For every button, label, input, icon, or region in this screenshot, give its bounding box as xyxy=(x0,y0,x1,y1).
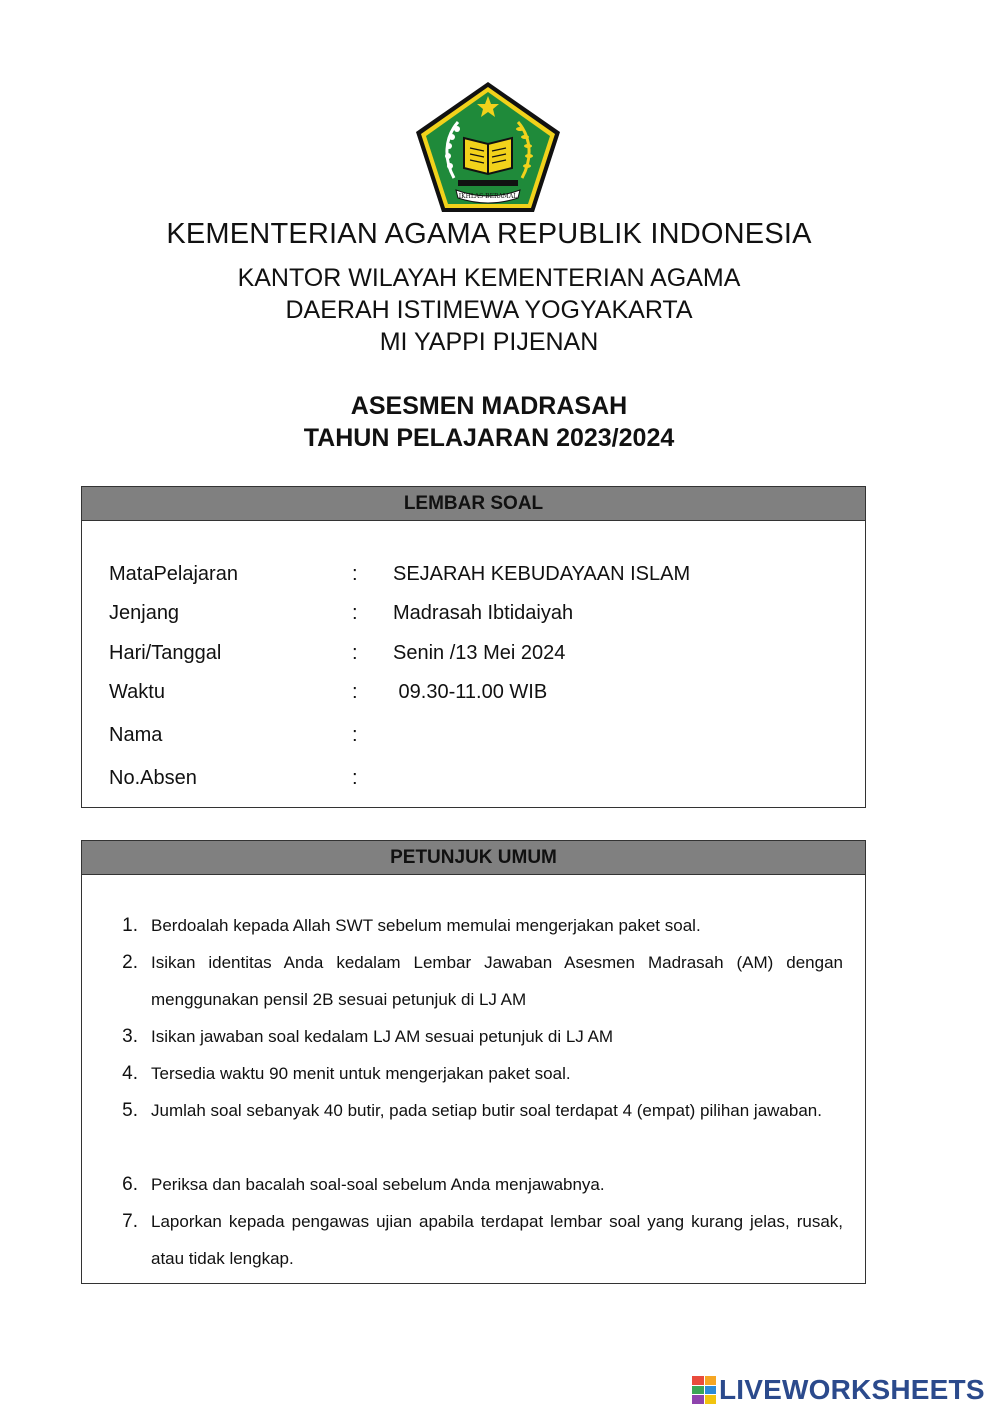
field-value: SEJARAH KEBUDAYAAN ISLAM xyxy=(393,563,691,585)
item-number: 7. xyxy=(122,1211,138,1232)
lembar-soal-box xyxy=(81,486,866,808)
item-text: Berdoalah kepada Allah SWT sebelum memulai mengerjakan paket soal. xyxy=(151,916,701,935)
petunjuk-umum-box xyxy=(81,840,866,1284)
field-label: Nama xyxy=(109,724,163,746)
field-colon: : xyxy=(352,563,358,585)
item-text: Tersedia waktu 90 menit untuk mengerjakan paket soal. xyxy=(151,1064,571,1083)
field-colon: : xyxy=(352,602,358,624)
academic-year: TAHUN PELAJARAN 2023/2024 xyxy=(303,424,675,452)
region-line: DAERAH ISTIMEWA YOGYAKARTA xyxy=(285,296,693,324)
liveworksheets-logo-icon xyxy=(692,1376,716,1404)
field-colon: : xyxy=(352,724,358,746)
lembar-soal-title: LEMBAR SOAL xyxy=(82,487,865,521)
field-label: MataPelajaran xyxy=(109,563,238,585)
item-text: Laporkan kepada pengawas ujian apabila terdapat lembar soal yang kurang jelas, rusak, atau tidak lengkap. xyxy=(151,1212,843,1268)
exam-title: ASESMEN MADRASAH xyxy=(350,392,628,420)
field-colon: : xyxy=(352,642,358,664)
liveworksheets-text: LIVEWORKSHEETS xyxy=(719,1374,985,1405)
kemenag-logo xyxy=(414,80,562,214)
field-value: 09.30-11.00 WIB xyxy=(393,681,548,703)
logo-motto: IKHLAS BERAMAL xyxy=(458,193,518,200)
petunjuk-umum-title: PETUNJUK UMUM xyxy=(82,841,865,875)
field-label: Waktu xyxy=(109,681,165,703)
liveworksheets-watermark xyxy=(692,1372,992,1408)
item-number: 1. xyxy=(122,915,138,936)
field-value: Senin /13 Mei 2024 xyxy=(393,642,566,664)
field-value: Madrasah Ibtidaiyah xyxy=(393,602,574,624)
field-label: Jenjang xyxy=(109,602,180,624)
item-text: Isikan jawaban soal kedalam LJ AM sesuai petunjuk di LJ AM xyxy=(151,1027,614,1046)
field-label: No.Absen xyxy=(109,767,197,789)
office-line: KANTOR WILAYAH KEMENTERIAN AGAMA xyxy=(237,264,741,292)
item-number: 3. xyxy=(122,1026,138,1047)
school-name: MI YAPPI PIJENAN xyxy=(379,328,599,356)
item-text: Periksa dan bacalah soal-soal sebelum Anda menjawabnya. xyxy=(151,1175,605,1194)
ministry-title: KEMENTERIAN AGAMA REPUBLIK INDONESIA xyxy=(166,218,812,250)
field-colon: : xyxy=(352,767,358,789)
field-label: Hari/Tanggal xyxy=(109,642,222,664)
item-number: 2. xyxy=(122,952,138,973)
field-colon: : xyxy=(352,681,358,703)
item-number: 4. xyxy=(122,1063,138,1084)
item-number: 5. xyxy=(122,1100,138,1121)
item-number: 6. xyxy=(122,1174,138,1195)
item-text: Jumlah soal sebanyak 40 butir, pada setiap butir soal terdapat 4 (empat) pilihan jawaban. xyxy=(151,1101,822,1120)
item-text: Isikan identitas Anda kedalam Lembar Jawaban Asesmen Madrasah (AM) dengan menggunakan pensil 2B sesuai petunjuk di LJ AM xyxy=(151,953,843,1009)
